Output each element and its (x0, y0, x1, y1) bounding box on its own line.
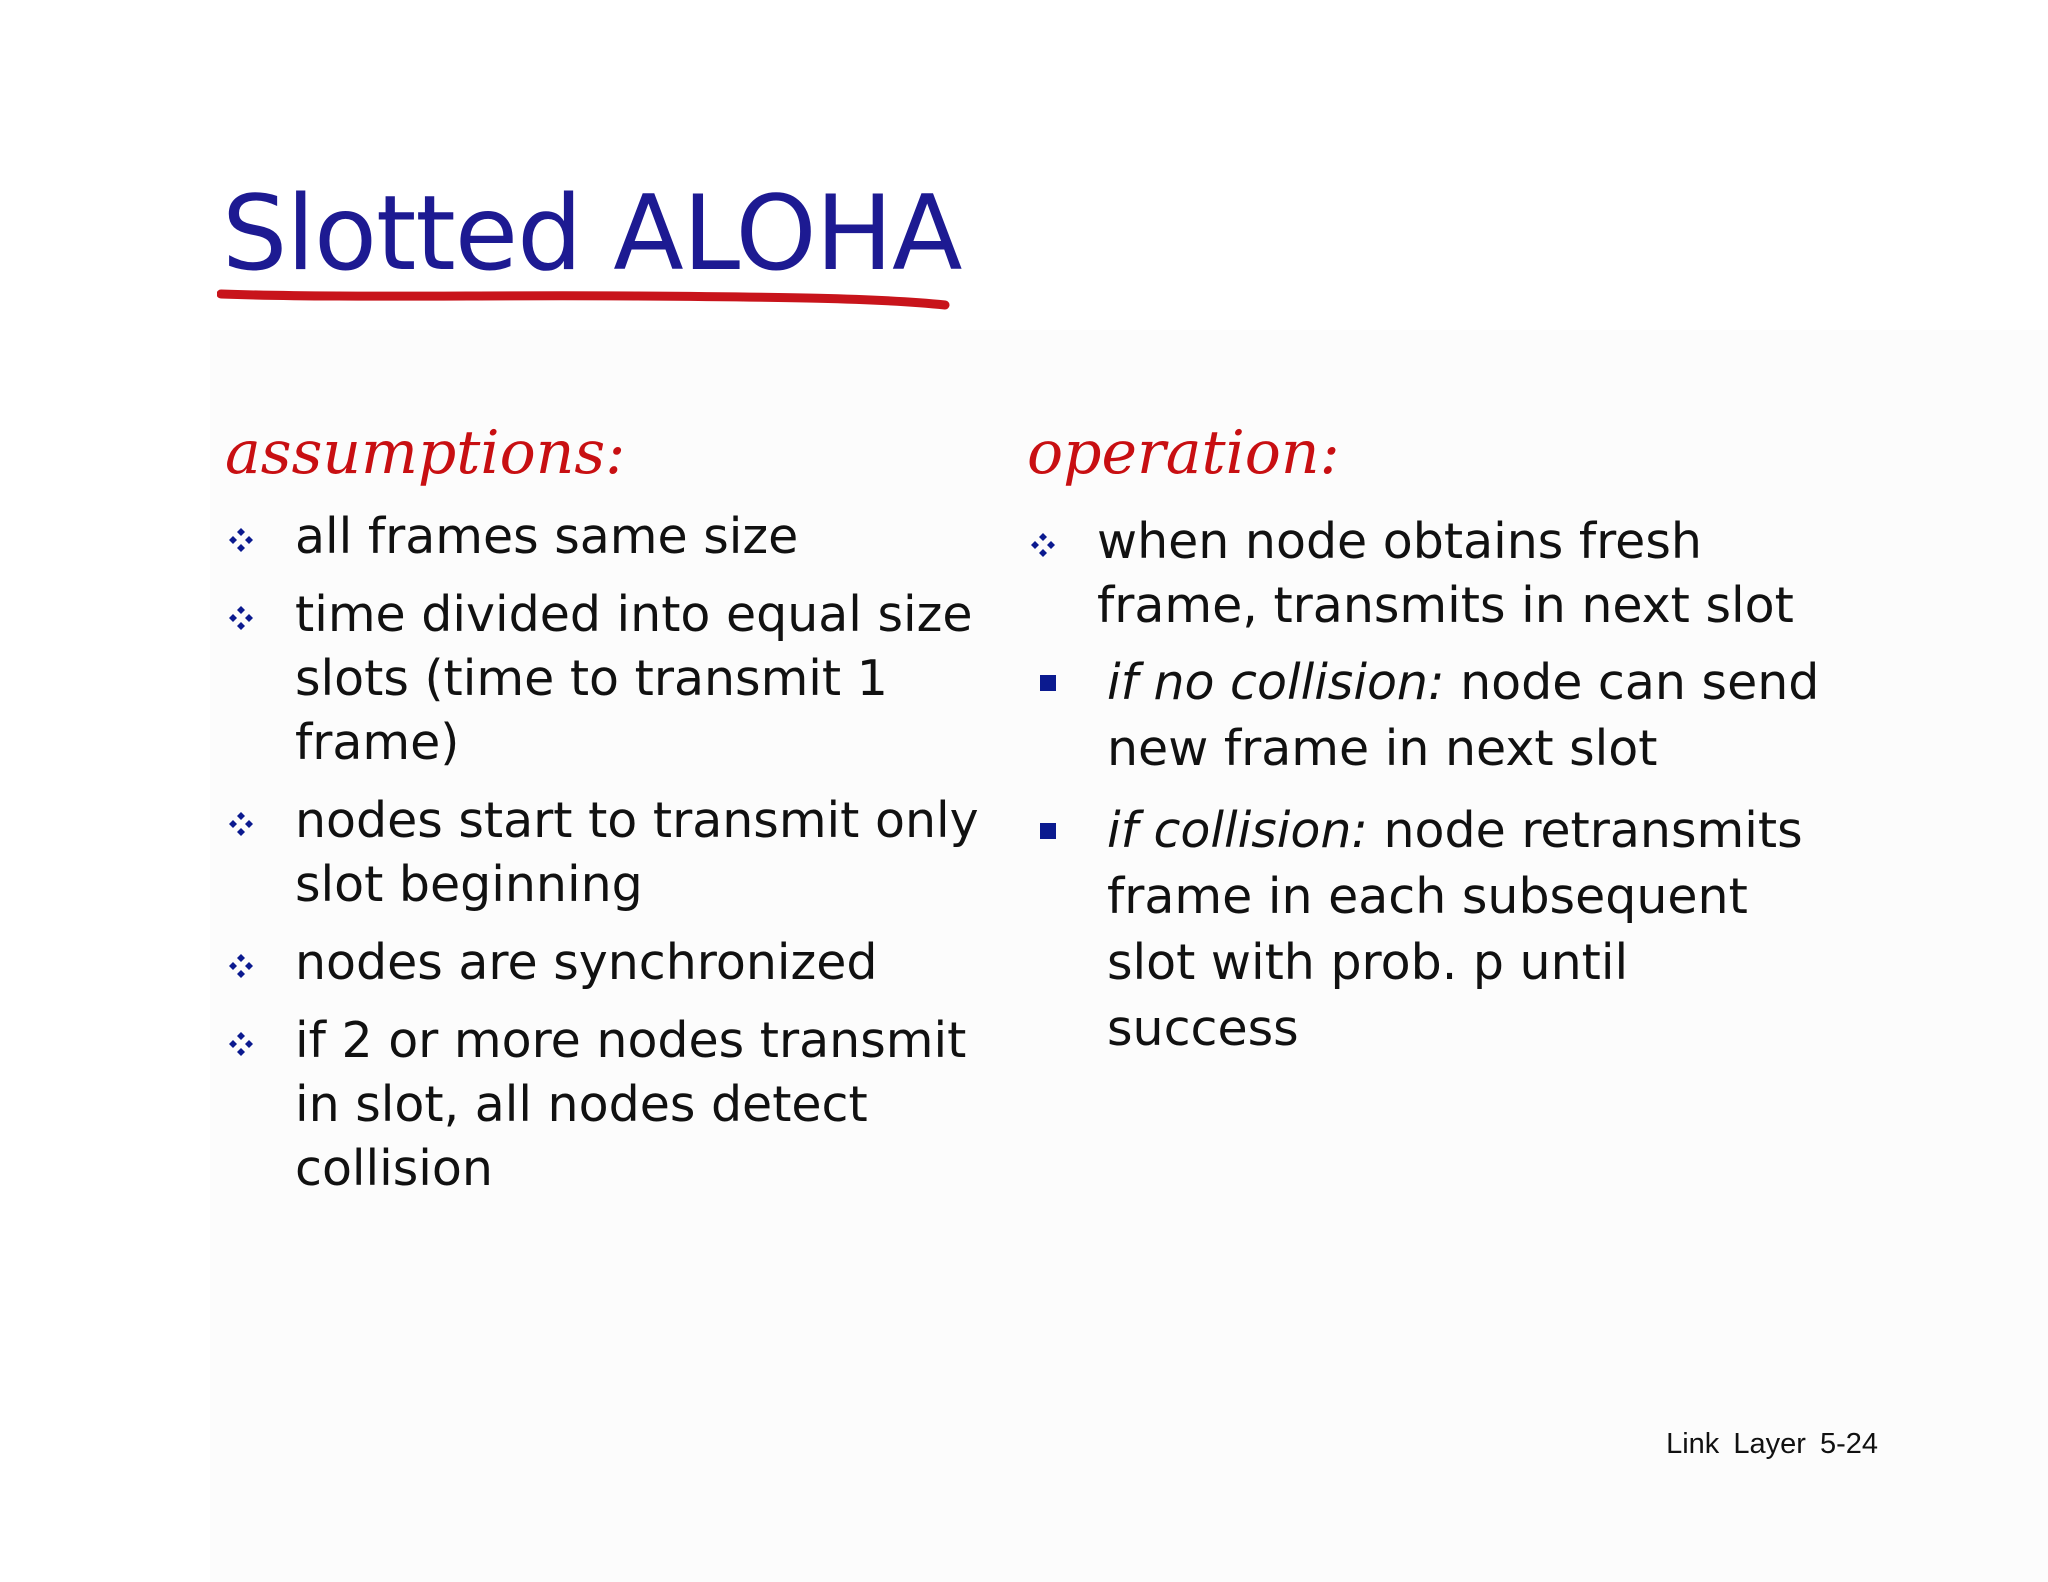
list-item (225, 931, 1005, 995)
list-item (1027, 510, 1817, 638)
slide-title: Slotted ALOHA (222, 174, 962, 294)
item-text: when node obtains fresh frame, transmits in next slot (1097, 513, 1794, 634)
operation-heading: operation: (1027, 418, 1340, 488)
diamond-bullet-icon (1030, 532, 1056, 558)
item-text: time divided into equal size slots (time to transmit 1 frame) (295, 586, 973, 771)
sub-list-item (1037, 650, 1827, 782)
item-text: if 2 or more nodes transmit in slot, all nodes detect collision (295, 1012, 967, 1197)
assumptions-list (225, 505, 1005, 1201)
sub-item-label: if collision: (1107, 802, 1368, 859)
list-item (225, 505, 1005, 569)
list-item (225, 789, 995, 917)
item-text: nodes are synchronized (295, 934, 878, 991)
square-bullet-icon (1040, 675, 1056, 691)
diamond-bullet-icon (228, 811, 254, 837)
slide-footer: Link Layer 5-24 (1666, 1428, 1878, 1460)
square-bullet-icon (1040, 823, 1056, 839)
operation-list (1027, 510, 1907, 1062)
diamond-bullet-icon (228, 527, 254, 553)
diamond-bullet-icon (228, 605, 254, 631)
operation-sub-list (1027, 650, 1907, 1062)
assumptions-heading: assumptions: (225, 418, 626, 488)
diamond-bullet-icon (228, 953, 254, 979)
sub-item-label: if no collision: (1107, 654, 1445, 711)
diamond-bullet-icon (228, 1031, 254, 1057)
sub-item-text: node retransmits frame in each subsequent slot with prob. p until success (1107, 802, 1803, 1057)
sub-list-item (1037, 798, 1827, 1062)
item-text: all frames same size (295, 508, 799, 565)
sub-item-text: node can send new frame in next slot (1107, 654, 1820, 777)
item-text: nodes start to transmit only slot beginning (295, 792, 979, 913)
list-item (225, 583, 985, 775)
sub-list-container (1027, 650, 1907, 1062)
list-item (225, 1009, 995, 1201)
title-underline (217, 284, 950, 314)
